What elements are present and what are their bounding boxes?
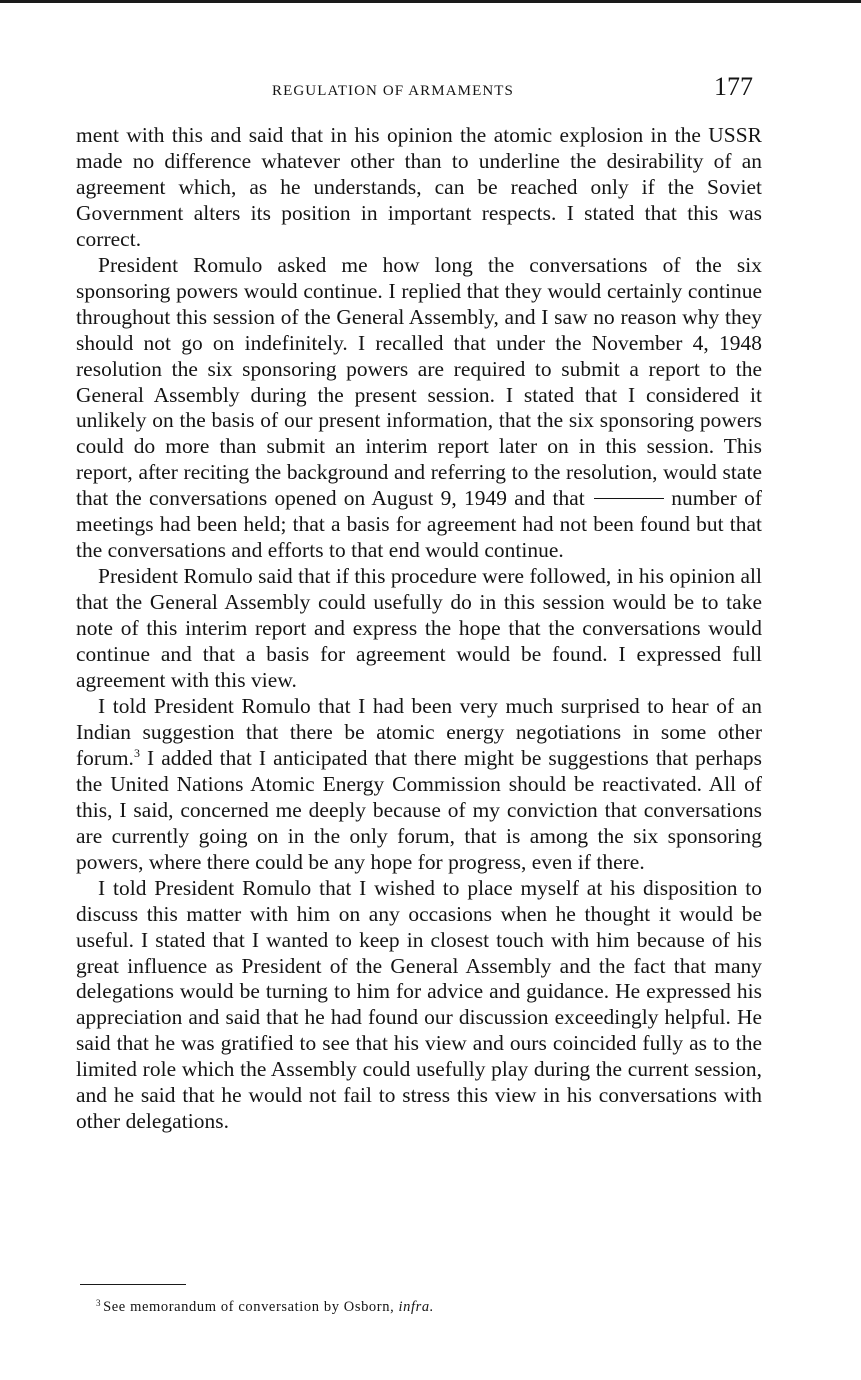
page-number: 177 <box>714 72 753 101</box>
paragraph-indian-suggestion <box>76 694 762 876</box>
paragraph-conversations-duration <box>76 253 762 564</box>
paragraph-text-cont: I added that I anticipated that there might be suggestions that perhaps the United Nations Atomic Energy Commission should be reactivated. All of this, I said, concerned me deeply because of my conviction that conversations are currently going on in the only forum, that is among the six sponsoring powers, where there could be any hope for progress, even if there. <box>76 745 762 874</box>
running-head-title: REGULATION OF ARMAMENTS <box>272 83 514 99</box>
footnote-reference: 3 <box>133 745 140 760</box>
paragraph-text-cont: number of meetings had been held; that a basis for agreement had not been found but that the conversations and efforts to that end would continue. <box>76 486 763 563</box>
paragraph-continuation: ment with this and said that in his opinion the atomic explosion in the USSR made no difference whatever other than to underline the desirability of an agreement which, as he understands, can be reached only if the Soviet Government alters its position in important respects. I stated that this was correct. <box>76 123 762 251</box>
paragraph-text: I told President Romulo that I had been very much surprised to hear of an Indian suggestion that there be atomic energy negotiations in some other forum. <box>76 693 762 770</box>
footnote-italic: infra. <box>398 1299 434 1315</box>
footnote-rule <box>80 1284 186 1285</box>
body-text <box>76 123 762 1135</box>
paragraph-text: President Romulo asked me how long the conversations of the six sponsoring powers would continue. I replied that they would certainly continue throughout this session of the General Assembly, and I saw no reason why they should not go on indefinitely. I recalled that under the November 4, 1948 resolution the six sponsoring powers are required to submit a report to the General Assembly during the present session. I stated that I considered it unlikely on the basis of our present information, that the six sponsoring powers could do more than submit an interim report later on in this session. This report, after reciting the background and referring to the resolution, would state that the conversations opened on August 9, 1949 and that <box>76 252 762 511</box>
top-border-rule <box>0 0 861 3</box>
footnote-text: See memorandum of conversation by Osborn, <box>103 1299 399 1315</box>
blank-dash <box>594 498 664 499</box>
paragraph-disposition: I told President Romulo that I wished to place myself at his disposition to discuss this matter with him on any occasions when he thought it would be useful. I stated that I wanted to keep in closest touch with him because of his great influence as President of the General Assembly and the fact that many delegations would be turning to him for advice and guidance. He expressed his appreciation and said that he had found our discussion exceedingly helpful. He said that he was gratified to see that his view and ours coincided fully as to the limited role which the Assembly could usefully play during the current session, and he said that he would not fail to stress this view in his conversations with other delegations. <box>76 875 762 1134</box>
footnote-marker: 3 <box>96 1298 102 1308</box>
paragraph-procedure: President Romulo said that if this procedure were followed, in his opinion all that the General Assembly could usefully do in this session would be to take note of this interim report and express the hope that the conversations would continue and that a basis for agreement would be found. I expressed full agreement with this view. <box>76 564 762 693</box>
footnote <box>96 1298 434 1316</box>
